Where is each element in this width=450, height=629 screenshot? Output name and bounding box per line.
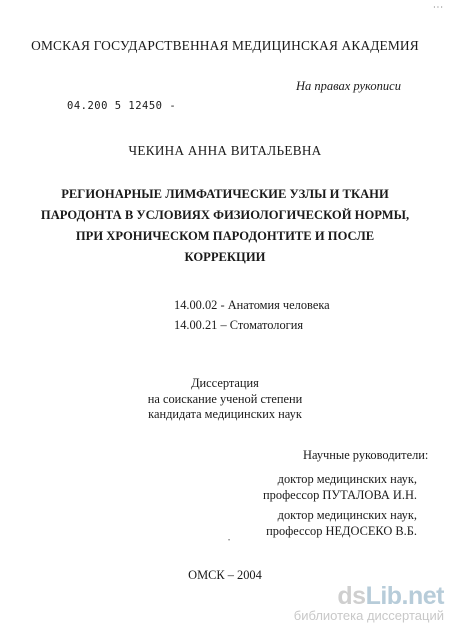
title-line: РЕГИОНАРНЫЕ ЛИМФАТИЧЕСКИЕ УЗЛЫ И ТКАНИ xyxy=(61,187,389,201)
degree-line: на соискание ученой степени xyxy=(147,391,303,406)
author-name: ЧЕКИНА АННА ВИТАЛЬЕВНА xyxy=(128,143,322,158)
watermark-caption: библиотека диссертаций xyxy=(293,608,444,623)
supervisor-putalova xyxy=(263,471,417,503)
dissertation-degree-block xyxy=(0,376,450,423)
city-year: ОМСК – 2004 xyxy=(188,568,262,582)
corner-mark: ··· xyxy=(433,3,444,12)
supervisor-degree: доктор медицинских наук, xyxy=(277,472,417,486)
stray-mark: • xyxy=(228,538,231,544)
specialty-dentistry: 14.00.21 – Стоматология xyxy=(174,318,304,332)
logo-suffix: Lib.net xyxy=(365,582,444,610)
dissertation-title xyxy=(0,184,450,268)
logo-prefix: ds xyxy=(337,582,366,610)
supervisors-heading: Научные руководители: xyxy=(303,448,429,462)
supervisor-degree: доктор медицинских наук, xyxy=(277,508,417,522)
supervisor-name: профессор НЕДОСЕКО В.Б. xyxy=(266,524,417,538)
dslib-logo xyxy=(337,582,444,611)
manuscript-rights-note: На правах рукописи xyxy=(296,79,401,93)
degree-line: Диссертация xyxy=(191,376,259,390)
degree-line: кандидата медицинских наук xyxy=(148,407,302,421)
supervisor-name: профессор ПУТАЛОВА И.Н. xyxy=(263,488,417,502)
title-line: КОРРЕКЦИИ xyxy=(184,250,266,264)
title-line: ПРИ ХРОНИЧЕСКОМ ПАРОДОНТИТЕ И ПОСЛЕ xyxy=(75,229,375,243)
supervisor-nedoseko xyxy=(266,507,417,539)
title-line: ПАРОДОНТА В УСЛОВИЯХ ФИЗИОЛОГИЧЕСКОЙ НОРМЫ, xyxy=(40,208,410,222)
specialty-anatomy: 14.00.02 - Анатомия человека xyxy=(174,298,330,312)
registration-stamp: 04.200 5 12450 - xyxy=(67,100,177,112)
institution-name: ОМСКАЯ ГОСУДАРСТВЕННАЯ МЕДИЦИНСКАЯ АКАДЕМИЯ xyxy=(31,38,419,53)
dslib-watermark xyxy=(293,582,444,623)
